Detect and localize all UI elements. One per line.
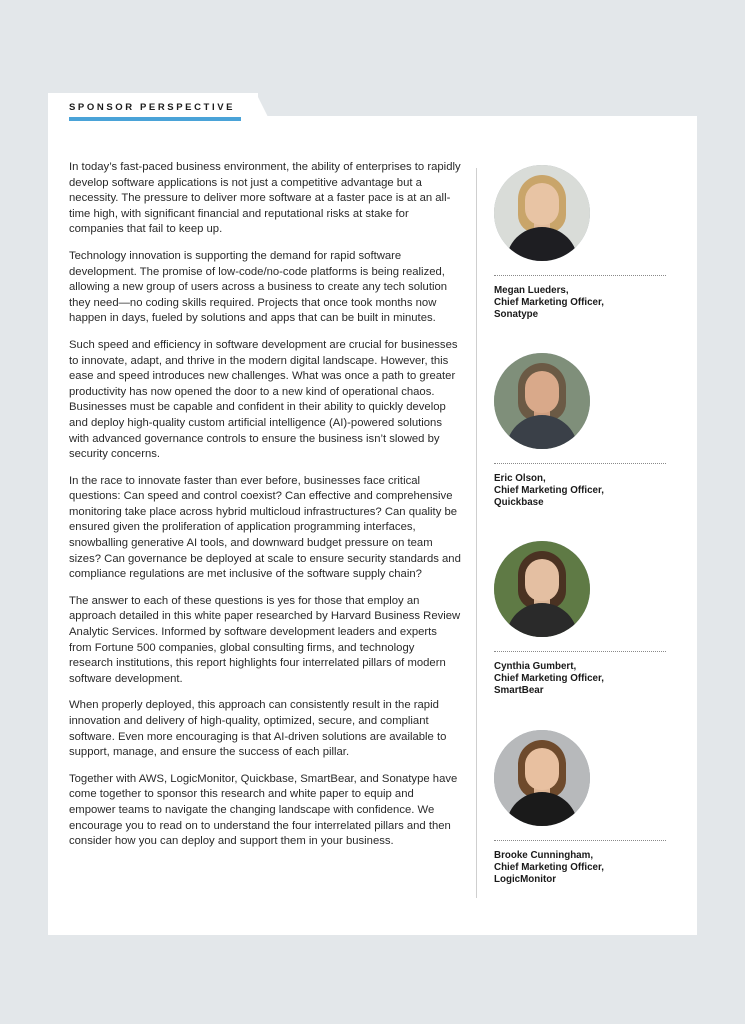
paragraph: Technology innovation is supporting the demand for rapid software development. The promise of low-code/no-code platforms is being realized, allowing a new group of users across a business to create any tech solution they need—no coding skills required. Projects that once took months now happen in days, fueled by solutions and apps that can be built in minutes. [69, 249, 448, 325]
sponsor-divider [494, 651, 666, 652]
paragraph: When properly deployed, this approach can consistently result in the rapid innovation and delivery of high-quality, optimized, secure, and compliant software. Even more encouraging is that AI-driven solutions are available to support, manage, and ensure the success of each pillar. [69, 699, 447, 759]
avatar [494, 541, 590, 637]
avatar [494, 730, 590, 826]
sponsor-name: Cynthia Gumbert, [494, 661, 577, 672]
paragraph: The answer to each of these questions is yes for those that employ an approach detailed in this white paper researched by Harvard Business Review Analytic Services. Informed by software development leaders and experts from Fortune 500 companies, global consulting firms, and technology research institutions, this report highlights four interrelated pillars of modern software development. [69, 594, 461, 685]
sponsor-divider [494, 463, 666, 464]
sponsor-company: SmartBear [494, 685, 544, 696]
paragraph: In today’s fast-paced business environment, the ability of enterprises to rapidly develop software applications is not just a competitive advantage but a necessity. The pressure to deliver more software at a faster pace is at an all-time high, with significant financial and reputational risks at stake for companies that fail to keep up. [69, 161, 461, 236]
body-text [69, 160, 461, 861]
avatar [494, 165, 590, 261]
paragraph: In the race to innovate faster than ever before, businesses face critical questions: Can speed and control coexist? Can effective and comprehensive monitoring take place across hybrid multicloud infrastructures? Can quality be ensured given the proliferation of application programming interfaces, snowballing generative AI tools, and downward budget pressure on team sizes? Can governance be deployed at scale to ensure security standards and compliance regulations are met inclusive of the software supply chain? [69, 474, 461, 581]
avatar [494, 353, 590, 449]
sponsor-name: Megan Lueders, [494, 285, 569, 296]
section-tab-notch [256, 93, 268, 117]
sponsor-company: LogicMonitor [494, 874, 557, 885]
sponsor-title: Chief Marketing Officer, [494, 297, 604, 308]
paragraph: Together with AWS, LogicMonitor, Quickbase, SmartBear, and Sonatype have come together to sponsor this research and white paper to equip and empower teams to navigate the changing landscape with confidence. We encourage you to read on to understand the four interrelated pillars and then consider how you can deploy and support them in your business. [69, 772, 458, 848]
sponsor-title: Chief Marketing Officer, [494, 862, 604, 873]
sponsor-card [494, 165, 666, 321]
column-divider [476, 168, 477, 898]
sponsor-company: Quickbase [494, 497, 544, 508]
sponsor-divider [494, 840, 666, 841]
section-underline [69, 117, 241, 121]
sponsor-company: Sonatype [494, 309, 539, 320]
sponsor-card [494, 541, 666, 697]
sponsor-title: Chief Marketing Officer, [494, 485, 604, 496]
sponsor-divider [494, 275, 666, 276]
paragraph: Such speed and efficiency in software development are crucial for businesses to innovate, adapt, and thrive in the modern digital landscape. However, this ease and speed introduces new challenges. What was once a path to greater productivity has now opened the door to a new kind of operational chaos. Businesses must be capable and confident in their ability to quickly develop and deploy high-quality custom artificial intelligence (AI)-powered solutions with advanced governance controls to ensure the business isn’t slowed by security concerns. [69, 338, 458, 461]
section-label: SPONSOR PERSPECTIVE [69, 102, 236, 113]
sponsor-card [494, 353, 666, 509]
sponsor-name: Eric Olson, [494, 473, 546, 484]
sponsor-title: Chief Marketing Officer, [494, 673, 604, 684]
sponsor-name: Brooke Cunningham, [494, 850, 594, 861]
sponsor-card [494, 730, 666, 886]
